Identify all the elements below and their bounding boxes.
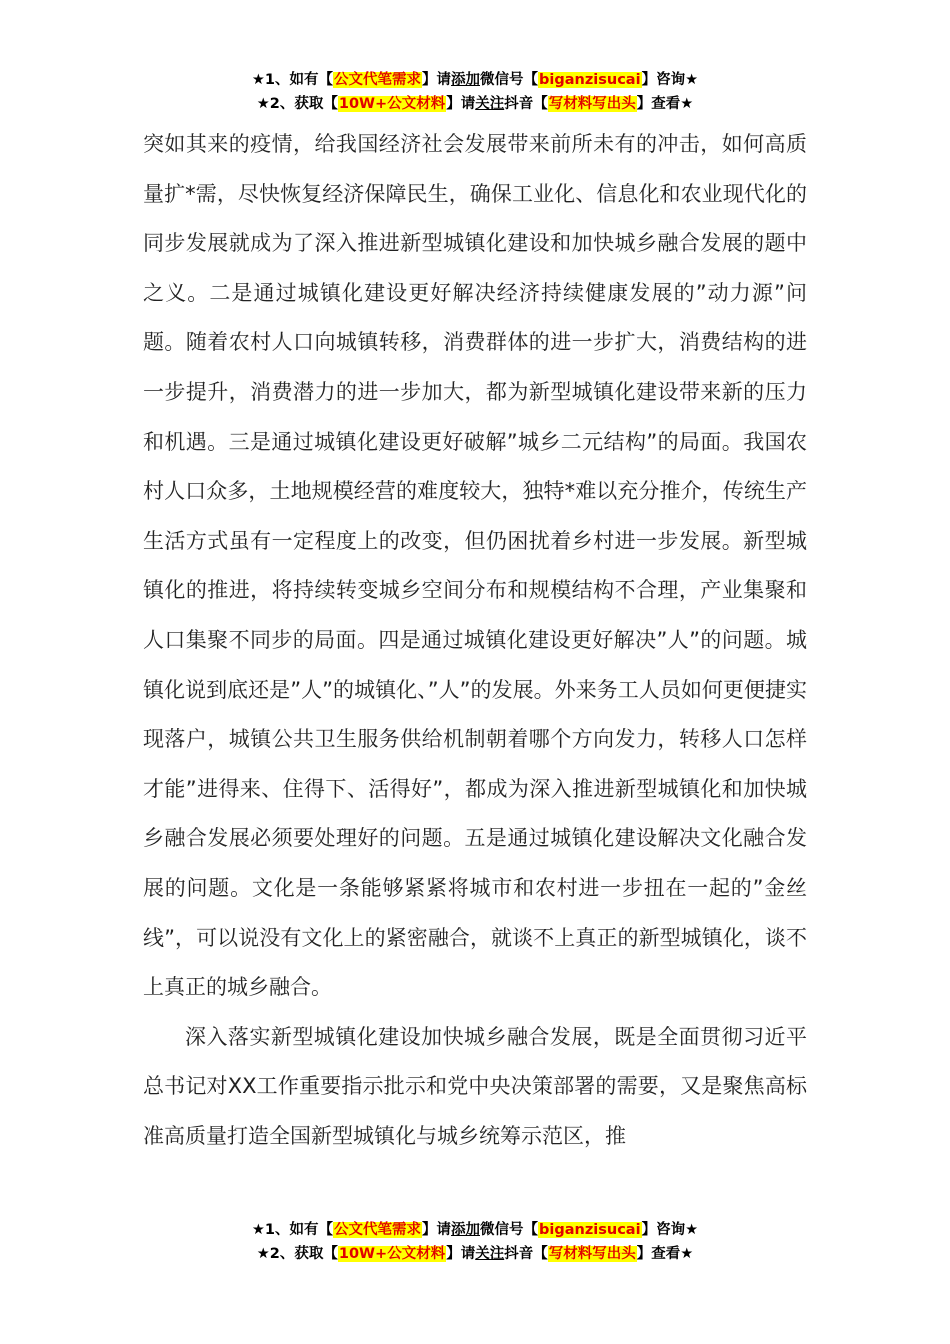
promo-text: 】请: [446, 96, 476, 112]
promo-underlined: 关注: [475, 96, 505, 112]
promo-text: 抖音【: [504, 96, 548, 112]
promo-highlight: 公文代笔需求: [334, 72, 422, 88]
body-paragraph-2: 深入落实新型城镇化建设加快城乡融合发展，既是全面贯彻习近平总书记对XX工作重要指示批示和党中央决策部署的需要，又是聚焦高标准高质量打造全国新型城镇化与城乡统筹示范区，推: [143, 1024, 807, 1148]
promo-highlight: 写材料写出头: [548, 1246, 636, 1262]
document-body: [143, 120, 807, 1161]
promo-text: ★1、如有【: [251, 72, 334, 88]
promo-underlined: 关注: [475, 1246, 505, 1262]
promo-text: 微信号【: [480, 72, 539, 88]
promo-highlight: 10W+公文材料: [338, 1246, 446, 1262]
promo-line-1: [0, 1218, 950, 1242]
promo-underlined: 添加: [451, 1222, 481, 1238]
promo-text: ★1、如有【: [251, 1222, 334, 1238]
promo-line-1: [0, 68, 950, 92]
footer-promo-banner: [0, 1218, 950, 1266]
promo-highlight: biganzisucai: [539, 72, 641, 88]
promo-text: 】咨询★: [641, 1222, 699, 1238]
promo-highlight: biganzisucai: [539, 1222, 641, 1238]
promo-text: 】请: [446, 1246, 476, 1262]
promo-text: ★2、获取【: [256, 1246, 338, 1262]
promo-underlined: 添加: [451, 72, 481, 88]
header-promo-banner: [0, 68, 950, 116]
promo-highlight: 10W+公文材料: [338, 96, 446, 112]
promo-line-2: [0, 92, 950, 116]
promo-text: 】查看★: [636, 1246, 694, 1262]
promo-text: 】查看★: [636, 96, 694, 112]
promo-text: 】咨询★: [641, 72, 699, 88]
promo-text: 抖音【: [504, 1246, 548, 1262]
promo-text: 微信号【: [480, 1222, 539, 1238]
promo-text: ★2、获取【: [256, 96, 338, 112]
body-paragraph-1: 突如其来的疫情，给我国经济社会发展带来前所未有的冲击，如何高质量扩*需，尽快恢复经济保障民生，确保工业化、信息化和农业现代化的同步发展就成为了深入推进新型城镇化建设和加快城乡融合发展的题中之义。二是通过城镇化建设更好解决经济持续健康发展的”动力源”问题。随着农村人口向城镇转移，消费群体的进一步扩大，消费结构的进一步提升，消费潜力的进一步加大，都为新型城镇化建设带来新的压力和机遇。三是通过城镇化建设更好破解”城乡二元结构”的局面。我国农村人口众多，土地规模经营的难度较大，独特*难以充分推介，传统生产生活方式虽有一定程度上的改变，但仍困扰着乡村进一步发展。新型城镇化的推进，将持续转变城乡空间分布和规模结构不合理，产业集聚和人口集聚不同步的局面。四是通过城镇化建设更好解决”人”的问题。城镇化说到底还是”人”的城镇化、”人”的发展。外来务工人员如何更便捷实现落户，城镇公共卫生服务供给机制朝着哪个方向发力，转移人口怎样才能”进得来、住得下、活得好”，都成为深入推进新型城镇化和加快城乡融合发展必须要处理好的问题。五是通过城镇化建设解决文化融合发展的问题。文化是一条能够紧紧将城市和农村进一步扭在一起的”金丝线”，可以说没有文化上的紧密融合，就谈不上真正的新型城镇化，谈不上真正的城乡融合。: [143, 132, 807, 1000]
promo-line-2: [0, 1242, 950, 1266]
promo-highlight: 公文代笔需求: [334, 1222, 422, 1238]
promo-highlight: 写材料写出头: [548, 96, 636, 112]
promo-text: 】请: [422, 1222, 452, 1238]
promo-text: 】请: [422, 72, 452, 88]
